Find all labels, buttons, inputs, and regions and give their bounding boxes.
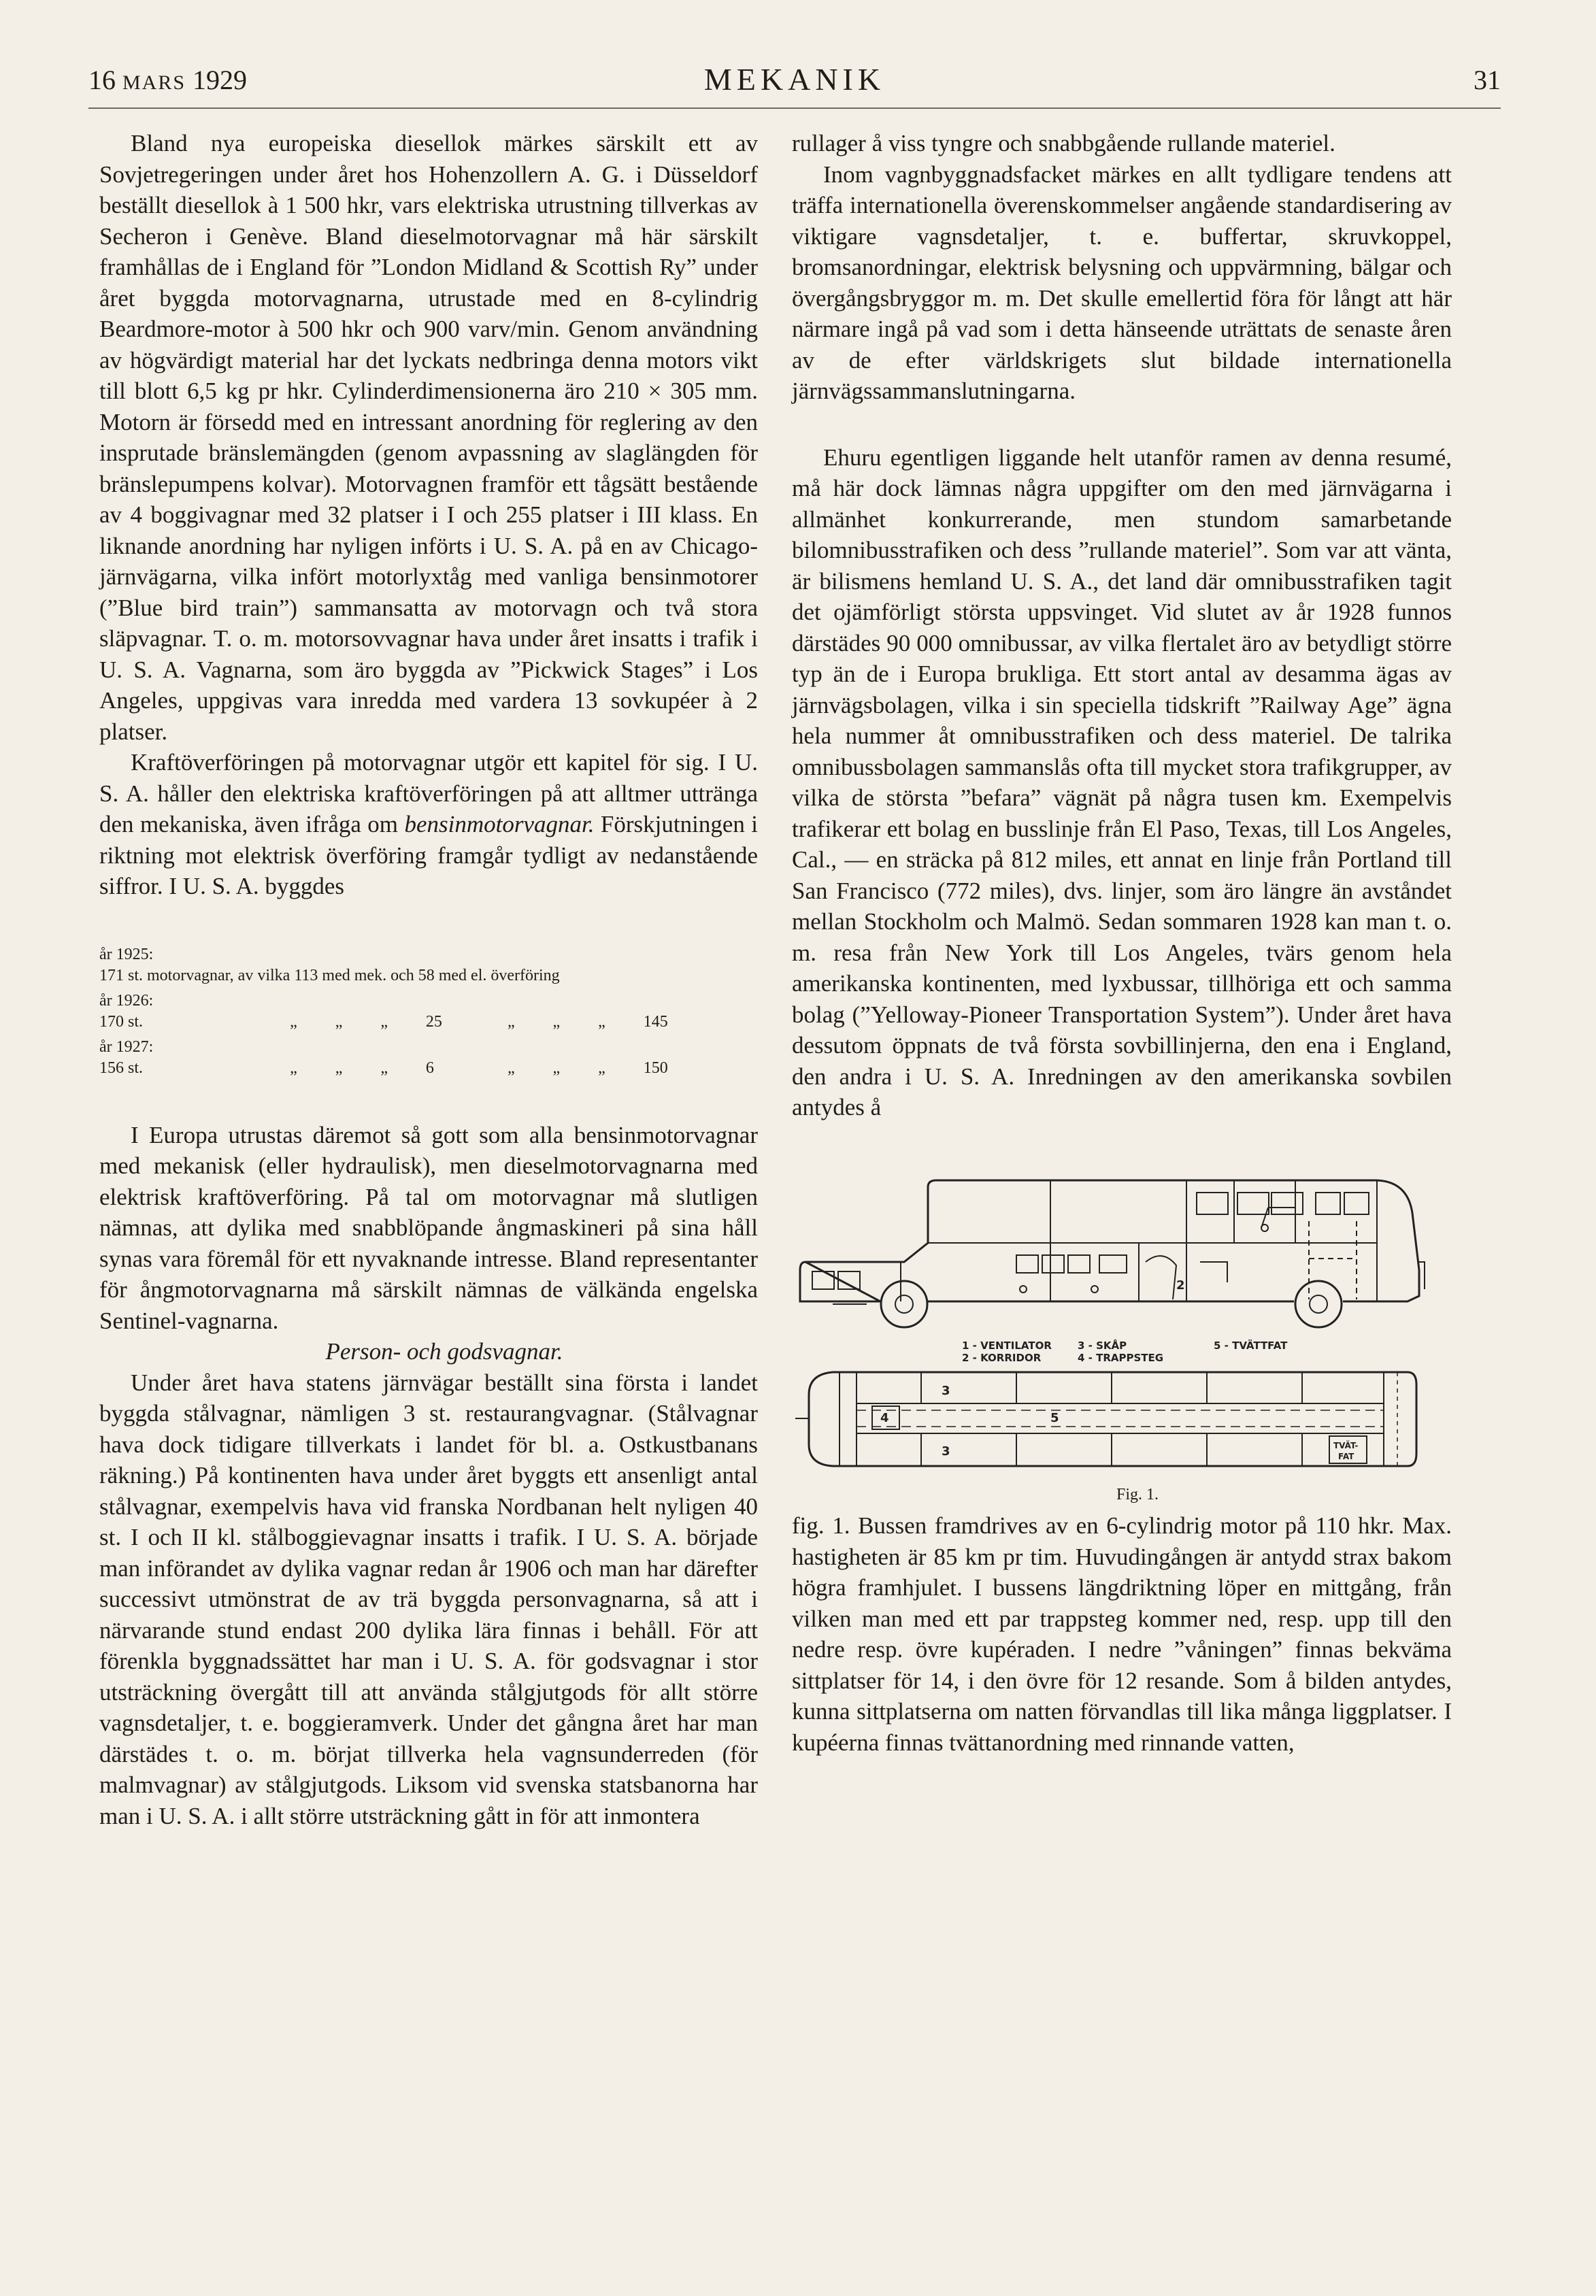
label-3-lower: 3 — [942, 1444, 950, 1459]
figure-sleeper-bus-drawing — [792, 1160, 1452, 1480]
header-rule — [88, 107, 1501, 109]
legend-trappsteg: 4 - TRAPPSTEG — [1078, 1351, 1164, 1364]
table-row: år 1925: — [99, 945, 154, 963]
legend-tvattfat: 5 - TVÄTTFAT — [1214, 1339, 1288, 1352]
paragraph-europe-transmission: I Europa utrustas däremot så gott som alla bensinmotorvagnar med mekanisk (eller hydraulisk), men dieselmotorvagnarna med elektrisk kraftöverföring. På tal om motorvagnar må slutligen nämnas, att dylika med snabblöpande ångmaskineri på sina håll synas vara föremål för ett nyvaknande intresse. Bland representanter för ångmotorvagnarna må särskilt nämnas de välkända engelska Sentinel-vagnarna. — [99, 1121, 758, 1334]
journal-title: MEKANIK — [703, 62, 886, 97]
label-2: 2 — [1176, 1278, 1185, 1293]
label-tvatt: TVÄT- — [1333, 1440, 1359, 1450]
paragraph-omnibus-traffic: Ehuru egentligen liggande helt utanför ramen av denna resumé, må här dock lämnas några uppgifter om den med järnvägarna i allmänhet konkurrerande, men stundom samarbetande bilomnibusstrafiken och dess ”rullande materiel”. Som var att vänta, är bilismens hemland U. S. A., det land där omnibusstrafiken tagit det ojämförligt största uppsvinget. Vid slutet av år 1928 funnos därstädes 90 000 omnibussar, av vilka flertalet äro av betydligt större typ än de i Europa brukliga. Ett stort antal av desamma ägas av järnvägsbolagen, vilka i sin speciella tidskrift ”Railway Age” ägna hela nummer åt omnibusstrafiken och dess materiel. De talrika omnibussbolagen sammanslås ofta till mycket stora trafikgrupper, av vilka de största ”befara” vägnät på några tusen km. Exempelvis trafikerar ett bolag en busslinje från El Paso, Texas, till Los Angeles, Cal., — en sträcka på 812 miles, ett annat en linje från Portland till San Francisco (772 miles), dvs. linjer, som äro längre än avståndet mellan Stockholm och Malmö. Sedan sommaren 1928 kan man t. o. m. resa från New York till Los Angeles, tvärs genom hela amerikanska kontinenten, med lyxbussar, tillhöriga ett och samma bolag (”Yelloway-Pioneer Transportation System”). Under året hava dessutom öppnats de två första sovbillinjerna, den ena i England, den andra i U. S. A. Inredningen av den amerikanska sovbilen antydes å — [792, 444, 1452, 1120]
paragraph-steel-cars: Under året hava statens järnvägar beställt sina första i landet byggda stålvagnar, nämligen 3 st. restaurangvagnar. (Stålvagnar hava dock tidigare tillverkats i landet för bl. a. Ostkustbanans räkning.) På kontinenten hava under året byggts ett ansenligt antal stålvagnar, exempelvis hava vid franska Nordbanan helt nyligen 40 st. I och II kl. stålboggievagnar insatts i trafik. I U. S. A. började man införandet av dylika vagnar redan år 1906 och man har därefter successivt utmönstrat de av trä byggda personvagnarna, så att i närvarande stund endast 200 dylika lära finnas i behåll. För att förenkla byggnadssättet har man i U. S. A. för godsvagnar i stor utsträckning övergått till att använda stålgjutgods för allt större vagnsdetaljer, t. e. boggieramverk. Under det gångna året har man därstädes t. o. m. börjat tillverka hela vagnsunderreden (för malmvagnar) av stålgjutgods. Liksom vid svenska statsbanorna har man i U. S. A. i allt större utsträckning gått in för att inmontera — [99, 1369, 758, 1829]
motorcar-statistics-table — [99, 940, 758, 1079]
rear-wheel — [1295, 1281, 1342, 1327]
section-heading-person-och-godsvagnar: Person- och godsvagnar. — [325, 1338, 563, 1365]
legend-skap: 3 - SKÅP — [1078, 1339, 1127, 1352]
paragraph-bus-description: fig. 1. Bussen framdrives av en 6-cylindrig motor på 110 hkr. Max. hastigheten är 85 km pr tim. Huvudingången är antydd strax bakom högra framhjulet. I bussens längdriktning löper en mittgång, från vilken man med ett par trappsteg kommer ned, resp. upp till den nedre resp. övre kupéraden. I nedre ”våningen” finnas bekväma sittplatser för 14, i den övre för 12 resande. Som å bilden antydes, kunna sittplatserna om natten förvandlas till lika många liggplatser. I kupéerna finnas tvättanordning med rinnande vatten, — [792, 1512, 1452, 1756]
left-column — [99, 128, 758, 1831]
table-row: år 1927: — [99, 1037, 154, 1056]
label-4: 4 — [880, 1410, 889, 1425]
legend-korridor: 2 - KORRIDOR — [962, 1351, 1042, 1364]
right-column — [792, 128, 1452, 1758]
legend-ventilator: 1 - VENTILATOR — [962, 1339, 1052, 1352]
page-header — [88, 64, 1501, 105]
table-row: år 1926: — [99, 991, 154, 1010]
paragraph-diesel-locomotives: Bland nya europeiska diesellok märkes särskilt ett av Sovjetregeringen under året hos Hohenzollern A. G. i Düsseldorf beställt diesellok à 1 500 hkr, vars elektriska utrustning tillverkas av Secheron i Genève. Bland dieselmotorvagnar må här särskilt framhållas de i England för ”London Midland & Scottish Ry” under året byggda motorvagnarna, utrustade med en 8-cylindrig Beardmore-motor à 500 hkr och 900 varv/min. Genom användning av högvärdigt material har det lyckats nedbringa denna motors vikt till blott 6,5 kg pr hkr. Cylinderdimensionerna äro 210 × 305 mm. Motorn är försedd med en intressant anordning för reglering av den insprutade bränslemängden (genom avpassning av slaglängden för bränslepumpens kolvar). Motorvagnen framför ett tågsätt bestående av 4 boggivagnar med 32 platser i I och 255 platser i III klass. En liknande anordning har nyligen införts i U. S. A. på en av Chicago-järnvägarna, vilka infört motorlyxtåg med vanliga bensinmotorer (”Blue bird train”) sammansatta av motorvagn och två stora släpvagnar. T. o. m. motorsovvagnar hava under året insatts i trafik i U. S. A. Vagnarna, som äro byggda av ”Pickwick Stages” i Los Angeles, uppgivas vara inredda med vardera 13 sovkupéer à 2 platser. — [99, 130, 758, 745]
page-number: 31 — [1474, 65, 1501, 95]
paragraph-roller-bearings: rullager å viss tyngre och snabbgående rullande materiel. — [792, 130, 1335, 156]
issue-date: 16 MARS 1929 — [88, 65, 248, 95]
label-3-upper: 3 — [942, 1383, 950, 1398]
label-fat: FAT — [1338, 1451, 1354, 1461]
front-wheel — [881, 1281, 927, 1327]
figure-caption: Fig. 1. — [1116, 1485, 1159, 1503]
table-row: 156 st. „ „ „ 6 „ „ „ 150 — [99, 1059, 668, 1077]
paragraph-power-transmission: Kraftöverföringen på motorvagnar utgör ett kapitel för sig. I U. S. A. håller den elektriska kraftöverföringen på att alltmer uttränga den mekaniska, även ifråga om bensinmotorvagnar. Förskjutningen i riktning mot elektrisk överföring framgår tydligt av nedanstående siffror. I U. S. A. byggdes — [99, 749, 758, 899]
paragraph-standardisation: Inom vagnbyggnadsfacket märkes en allt tydligare tendens att träffa internationella överenskommelser angående standardisering av viktigare vagnsdetaljer, t. e. buffertar, skruvkoppel, bromsanordningar, elektrisk belysning och uppvärmning, bälgar och övergångsbryggor m. m. Det skulle emellertid föra för långt att här närmare ingå på vad som i detta hänseende uträttats de senaste åren av de efter världskrigets slut bildade internationella järnvägssammanslutningarna. — [792, 161, 1452, 404]
label-5: 5 — [1050, 1410, 1059, 1425]
table-row: 171 st. motorvagnar, av vilka 113 med mek. och 58 med el. överföring — [99, 966, 560, 984]
table-row: 170 st. „ „ „ 25 „ „ „ 145 — [99, 1012, 668, 1031]
